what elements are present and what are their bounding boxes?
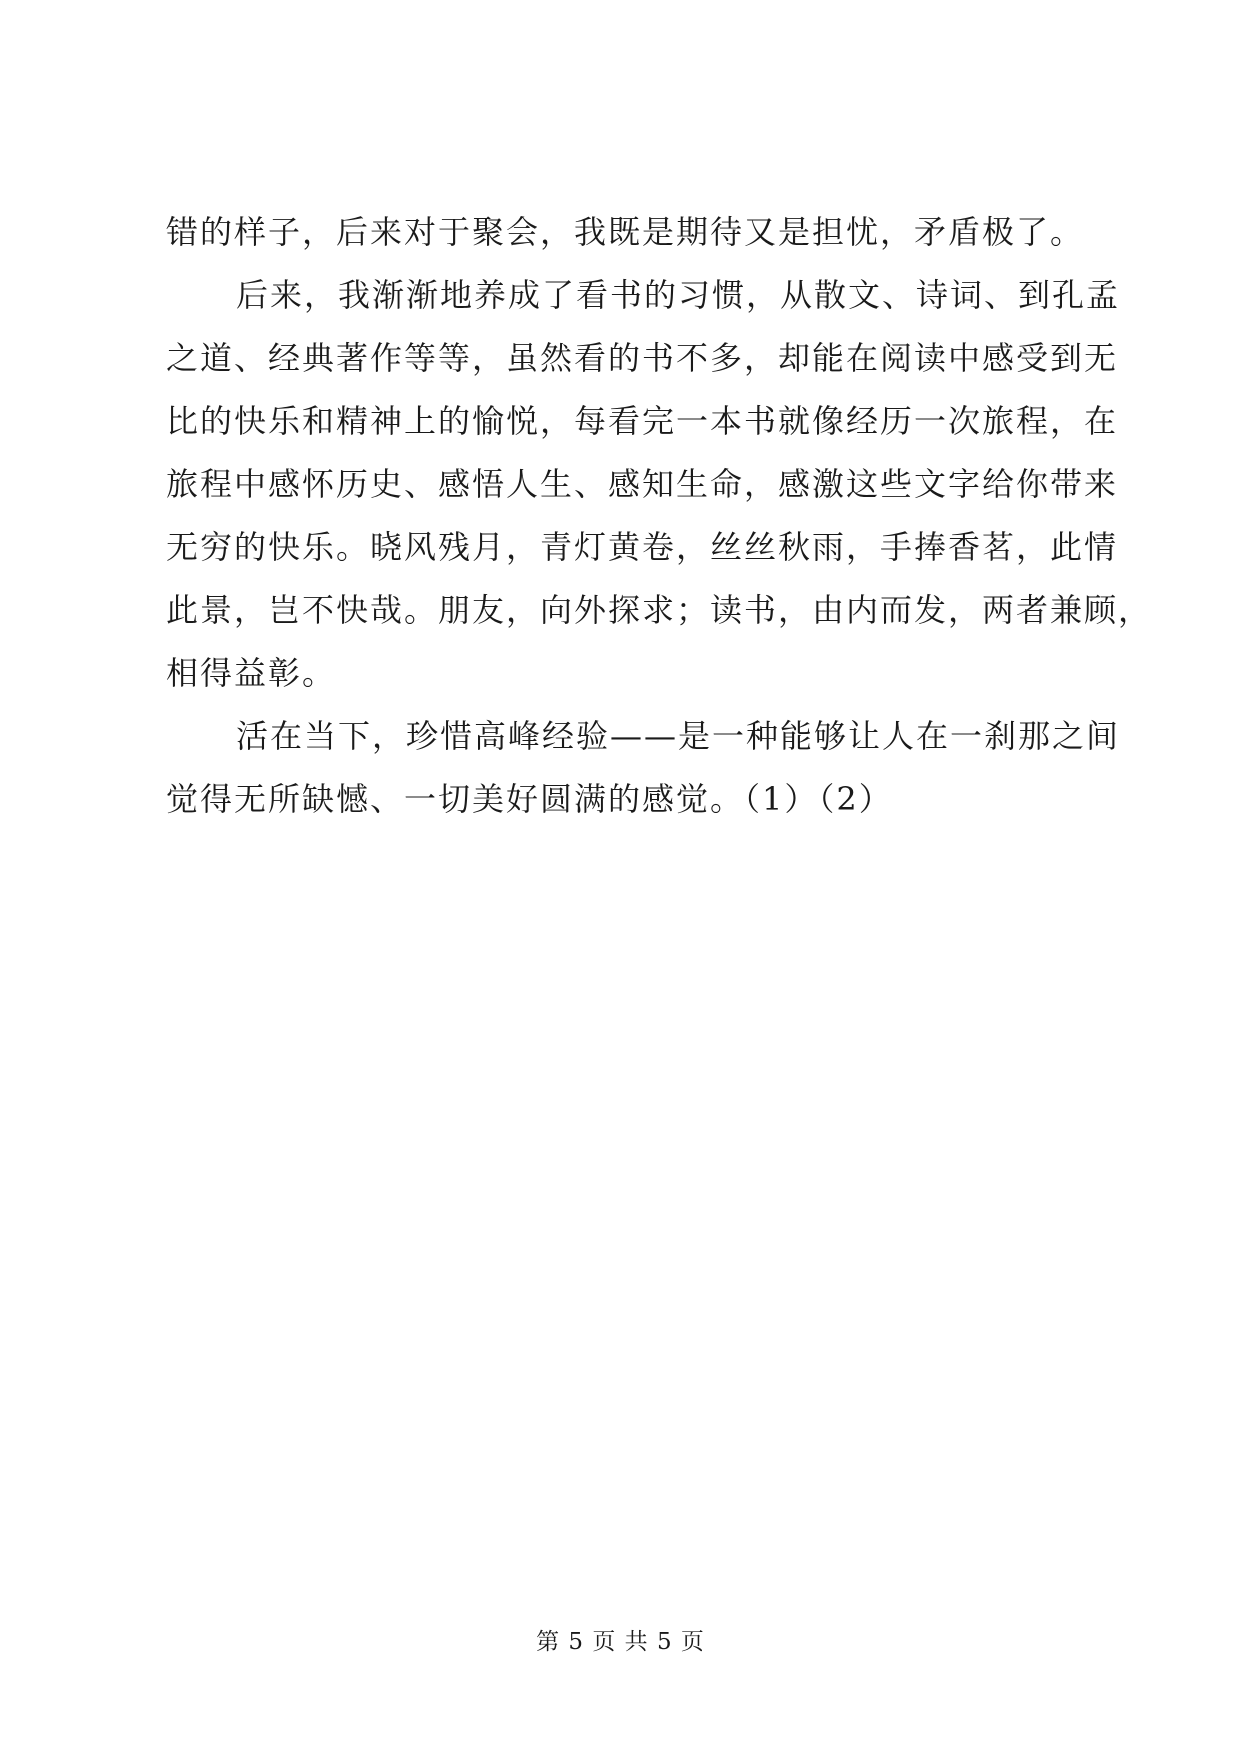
text-line: 比的快乐和精神上的愉悦，每看完一本书就像经历一次旅程，在 — [166, 402, 1119, 440]
text-line: 旅程中感怀历史、感悟人生、感知生命，感激这些文字给你带来 — [166, 465, 1119, 503]
body-text — [166, 201, 1153, 831]
text-line: 相得益彰。 — [166, 654, 337, 692]
text-line: 之道、经典著作等等，虽然看的书不多，却能在阅读中感受到无 — [166, 339, 1119, 377]
text-line: 错的样子，后来对于聚会，我既是期待又是担忧，矛盾极了。 — [166, 213, 1085, 251]
text-line: 此景，岂不快哉。朋友，向外探求；读书，由内而发，两者兼顾， — [166, 591, 1153, 629]
paragraph-start-line: 后来，我渐渐地养成了看书的习惯，从散文、诗词、到孔孟 — [236, 276, 1121, 314]
text-line: 无穷的快乐。晓风残月，青灯黄卷，丝丝秋雨，手捧香茗，此情 — [166, 528, 1119, 566]
paragraph-start-line: 活在当下，珍惜高峰经验——是一种能够让人在一刹那之间 — [236, 717, 1121, 755]
text-line: 觉得无所缺憾、一切美好圆满的感觉。（1）（2） — [166, 780, 893, 818]
page-footer: 第 5 页 共 5 页 — [536, 1629, 705, 1655]
